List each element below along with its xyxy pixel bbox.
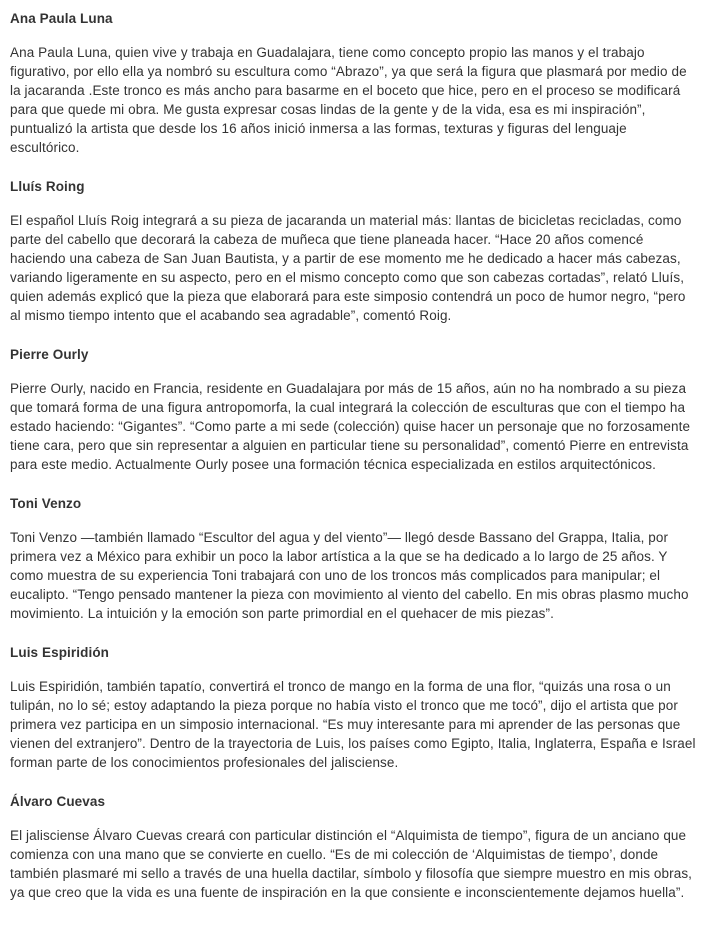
section-paragraph-pierre-ourly: Pierre Ourly, nacido en Francia, residente en Guadalajara por más de 15 años, aún no ha nombrado a su pieza que tomará forma de una figura antropomorfa, la cual integrará la colección de esculturas que con el tiempo ha estado haciendo: “Gigantes”. “Como parte a mi sede (colección) quise hacer un personaje que no forzosamente tiene cara, pero que sin representar a alguien en particular tiene su personalidad”, comentó Pierre en entrevista para este medio. Actualmente Ourly posee una formación técnica especializada en estilos arquitectónicos. xyxy=(10,381,691,472)
section-heading-luis-espiridion: Luis Espiridión xyxy=(10,645,110,660)
section-heading-toni-venzo: Toni Venzo xyxy=(10,496,82,511)
section-paragraph-alvaro-cuevas: El jalisciense Álvaro Cuevas creará con particular distinción el “Alquimista de tiempo”, figura de un anciano que comienza con una mano que se convierte en cuello. “Es de mi colección de ‘Alquimistas de tiempo’, donde también plasmaré mi sello a través de una huella dactilar, símbolo y filosofía que siempre muestro en mis obras, ya que creo que la vida es una fuente de inspiración en la que consiente e inconscientemente dejamos huella”. xyxy=(10,828,693,900)
section-heading-ana-paula-luna: Ana Paula Luna xyxy=(10,11,113,26)
section-paragraph-toni-venzo: Toni Venzo —también llamado “Escultor del agua y del viento”— llegó desde Bassano del Grappa, Italia, por primera vez a México para exhibir un poco la labor artística a la que se ha dedicado a lo largo de 25 años. Y como muestra de su experiencia Toni trabajará con uno de los troncos más complicados para manipular; el eucalipto. “Tengo pensado mantener la pieza con movimiento al viento del cabello. En mis obras plasmo mucho movimiento. La intuición y la emoción son parte primordial en el quehacer de mis piezas”. xyxy=(10,530,689,621)
section-heading-lluis-roing: Lluís Roing xyxy=(10,179,85,194)
section-paragraph-luis-espiridion: Luis Espiridión, también tapatío, convertirá el tronco de mango en la forma de una flor, “quizás una rosa o un tulipán, no lo sé; estoy adaptando la pieza porque no había visto el tronco que me tocó”, dijo el artista que por primera vez participa en un simposio internacional. “Es muy interesante para mi aprender de las personas que vienen del extranjero”. Dentro de la trayectoria de Luis, los países como Egipto, Italia, Inglaterra, España e Israel forman parte de los conocimientos profesionales del jalisciense. xyxy=(10,679,696,770)
section-heading-alvaro-cuevas: Álvaro Cuevas xyxy=(10,794,106,809)
section-paragraph-ana-paula-luna: Ana Paula Luna, quien vive y trabaja en Guadalajara, tiene como concepto propio las manos y el trabajo figurativo, por ello ella ya nombró su escultura como “Abrazo”, ya que será la figura que plasmará por medio de la jacaranda .Este tronco es más ancho para basarme en el boceto que hice, pero en el proceso se modificará para que quede mi obra. Me gusta expresar cosas lindas de la gente y de la vida, esa es mi inspiración”, puntualizó la artista que desde los 16 años inició inmersa a las formas, texturas y figuras del lenguaje escultórico. xyxy=(10,45,687,155)
section-paragraph-lluis-roing: El español Lluís Roig integrará a su pieza de jacaranda un material más: llantas de bicicletas recicladas, como parte del cabello que decorará la cabeza de muñeca que tiene planeada hacer. “Hace 20 años comencé haciendo una cabeza de San Juan Bautista, y a partir de ese momento me he dedicado a hacer más cabezas, variando ligeramente en su aspecto, pero en el mismo concepto como que son cabezas cortadas”, relató Lluís, quien además explicó que la pieza que elaborará para este simposio contendrá un poco de humor negro, “pero al mismo tiempo intento que el acabando sea agradable”, comentó Roig. xyxy=(10,213,686,323)
section-heading-pierre-ourly: Pierre Ourly xyxy=(10,347,89,362)
